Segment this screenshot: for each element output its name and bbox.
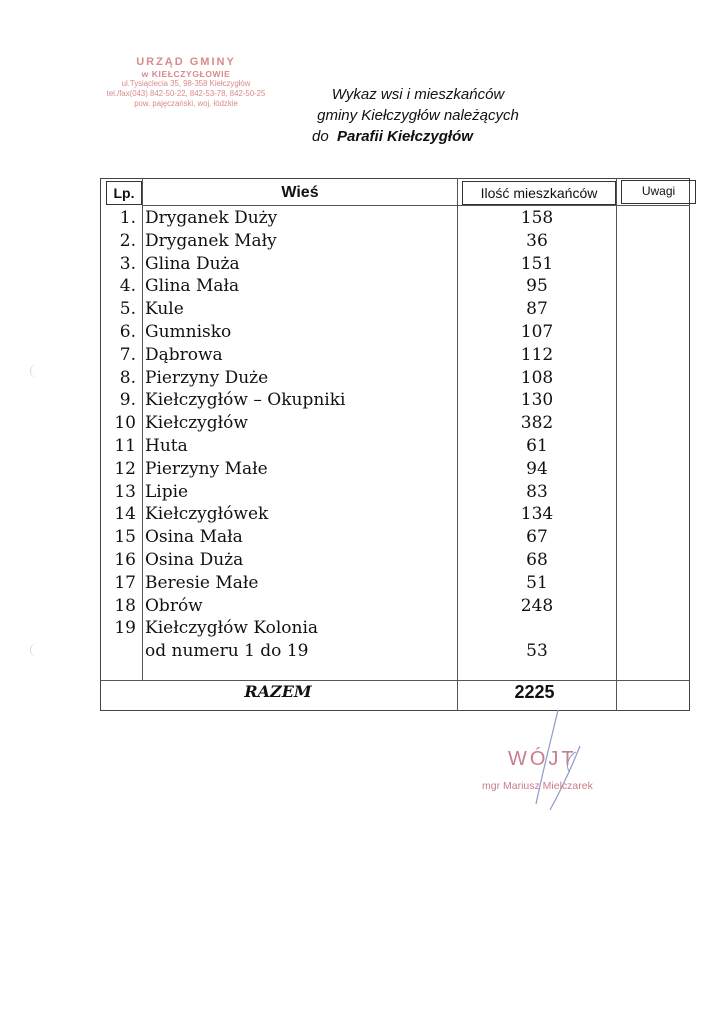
- table-row: [100, 389, 690, 412]
- punch-hole-top: [30, 364, 45, 378]
- table-row: [100, 367, 690, 390]
- stamp-location: w KIEŁCZYGŁOWIE: [141, 69, 231, 79]
- row-lp: 18: [114, 595, 136, 616]
- row-lp: 12: [114, 458, 136, 479]
- header-village: Wieś: [281, 184, 319, 201]
- table-row: [100, 595, 690, 618]
- table-row: [100, 207, 690, 230]
- row-residents: 130: [520, 390, 554, 411]
- header-lp: Lp.: [106, 181, 142, 205]
- row-village: Osina Mała: [145, 527, 243, 548]
- row-lp: 9.: [119, 390, 136, 411]
- stamp-title: URZĄD GMINY: [136, 56, 236, 68]
- table-row: [100, 640, 690, 663]
- table-row: [100, 526, 690, 549]
- header-notes: Uwagi: [621, 180, 696, 204]
- row-residents: 67: [526, 527, 548, 548]
- table-row: [100, 572, 690, 595]
- table-row: [100, 435, 690, 458]
- row-village: Gumnisko: [145, 322, 232, 342]
- header-residents: Ilość mieszkańców: [462, 181, 616, 205]
- stamp-district: pow. pajęczański, woj. łódzkie: [134, 99, 238, 108]
- stamp-address: ul.Tysiąclecia 35, 98-358 Kiełczygłów: [121, 79, 251, 88]
- row-village: Huta: [145, 436, 188, 456]
- row-village: Kule: [145, 299, 184, 320]
- row-village: Glina Mała: [145, 276, 240, 297]
- total-value: 2225: [514, 682, 555, 702]
- row-residents: 95: [526, 276, 548, 297]
- total-label: RAZEM: [244, 682, 312, 701]
- table-header-rule: [142, 205, 690, 206]
- row-residents: 158: [520, 208, 554, 228]
- row-village: Osina Duża: [145, 550, 244, 570]
- row-village: Kiełczygłów Kolonia: [145, 618, 319, 639]
- row-village: Glina Duża: [145, 253, 240, 274]
- row-lp: 11: [114, 436, 136, 456]
- table-row: [100, 617, 690, 640]
- row-lp: 10: [114, 413, 136, 434]
- row-lp: 8.: [119, 367, 136, 388]
- row-village: Kiełczygłów – Okupniki: [145, 390, 346, 411]
- row-lp: 6.: [119, 322, 136, 342]
- row-lp: 17: [114, 572, 136, 593]
- row-village: Obrów: [145, 595, 203, 616]
- row-residents: 83: [526, 481, 548, 502]
- punch-hole-bottom: [30, 643, 45, 657]
- row-lp: 13: [114, 481, 136, 502]
- row-residents: 36: [526, 230, 548, 251]
- heading-line-3-prefix: do: [312, 128, 329, 145]
- office-stamp: [98, 56, 274, 109]
- heading-line-3: [288, 126, 548, 147]
- mayor-name: mgr Mariusz Mielczarek: [482, 780, 593, 792]
- row-lp: 5.: [119, 299, 136, 320]
- row-lp: 1.: [119, 208, 136, 228]
- row-lp: 2.: [119, 230, 136, 251]
- row-residents: 94: [526, 458, 548, 479]
- row-village: Dryganek Mały: [145, 230, 277, 251]
- row-residents: 61: [526, 436, 548, 456]
- table-row: [100, 298, 690, 321]
- row-residents: 107: [520, 322, 554, 342]
- row-residents: 382: [520, 413, 554, 434]
- table-row: [100, 230, 690, 253]
- row-village: Lipie: [145, 481, 189, 502]
- row-residents: 112: [520, 344, 554, 365]
- table-row: [100, 344, 690, 367]
- heading-parish: Parafii Kiełczygłów: [337, 128, 473, 145]
- row-residents: 53: [526, 641, 548, 662]
- stamp-phone: tel./fax(043) 842-50-22, 842-53-78, 842-50-25: [106, 89, 266, 98]
- row-lp: 14: [114, 504, 136, 525]
- row-village: Dąbrowa: [145, 344, 223, 365]
- row-residents: 151: [520, 253, 554, 274]
- table-row: [100, 503, 690, 526]
- row-village: Kiełczygłówek: [145, 504, 269, 525]
- row-village: Pierzyny Małe: [145, 458, 268, 479]
- row-lp: 15: [114, 527, 136, 548]
- document-heading: [288, 84, 548, 147]
- mayor-title: WÓJT: [508, 748, 577, 770]
- row-residents: 51: [526, 572, 548, 593]
- table-row: [100, 275, 690, 298]
- row-lp: 7.: [119, 344, 136, 365]
- heading-line-2: gminy Kiełczygłów należących: [317, 107, 519, 124]
- table-row: [100, 481, 690, 504]
- table-row: [100, 549, 690, 572]
- table-row: [100, 321, 690, 344]
- table-row: [100, 458, 690, 481]
- row-lp: 4.: [119, 276, 136, 297]
- row-village: Kiełczygłów: [145, 413, 248, 434]
- row-residents: 87: [526, 299, 548, 320]
- row-residents: 68: [526, 550, 548, 570]
- row-residents: 134: [520, 504, 554, 525]
- row-lp: 19: [114, 618, 136, 639]
- table-row: [100, 253, 690, 276]
- row-residents: 108: [520, 367, 554, 388]
- row-lp: 16: [114, 550, 136, 570]
- row-residents: 248: [520, 595, 554, 616]
- row-village: Beresie Małe: [145, 572, 259, 593]
- row-lp: 3.: [119, 253, 136, 274]
- heading-line-1: Wykaz wsi i mieszkańców: [331, 86, 505, 103]
- row-village: Dryganek Duży: [145, 208, 278, 228]
- table-row: [100, 412, 690, 435]
- row-village: Pierzyny Duże: [145, 367, 269, 388]
- row-village: od numeru 1 do 19: [145, 641, 309, 662]
